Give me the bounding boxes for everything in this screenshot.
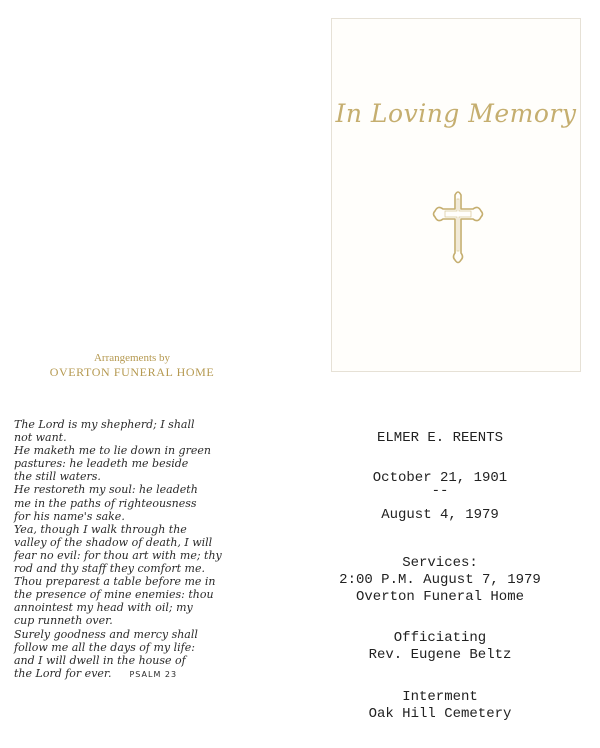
memory-title: In Loving Memory bbox=[335, 99, 577, 128]
psalm-line: not want. bbox=[14, 431, 67, 445]
psalm-line: follow me all the days of my life: bbox=[14, 640, 195, 654]
psalm-line: annointest my head with oil; my bbox=[14, 601, 193, 615]
psalm-line: fear no evil: for thou art with me; thy bbox=[14, 548, 222, 562]
psalm-line: He maketh me to lie down in green bbox=[14, 444, 211, 458]
psalm-line: Surely goodness and mercy shall bbox=[14, 627, 198, 641]
cross-icon bbox=[428, 187, 488, 267]
interment-label: Interment bbox=[402, 689, 478, 705]
services-label: Services: bbox=[402, 555, 478, 571]
psalm-line: rod and thy staff they comfort me. bbox=[14, 562, 205, 576]
arrangements-label: Arrangements by bbox=[93, 352, 171, 364]
psalm-reference: PSALM 23 bbox=[129, 669, 178, 679]
officiant-name: Rev. Eugene Beltz bbox=[368, 647, 512, 663]
psalm-line: cup runneth over. bbox=[14, 614, 113, 628]
psalm-line: and I will dwell in the house of bbox=[14, 653, 186, 667]
death-date: August 4, 1979 bbox=[381, 507, 499, 523]
memorial-cover bbox=[331, 18, 581, 372]
officiating-label: Officiating bbox=[393, 630, 487, 646]
psalm-line: the Lord for ever. bbox=[14, 666, 112, 680]
psalm-line: He restoreth my soul: he leadeth bbox=[14, 483, 198, 497]
psalm-line: valley of the shadow of death, I will bbox=[14, 535, 213, 549]
birth-date: October 21, 1901 bbox=[372, 470, 508, 486]
psalm-line: The Lord is my shepherd; I shall bbox=[14, 418, 195, 431]
psalm-line: Thou preparest a table before me in bbox=[14, 575, 216, 589]
date-separator: -- bbox=[431, 483, 449, 499]
cemetery-name: Oak Hill Cemetery bbox=[368, 706, 512, 722]
psalm-line: the presence of mine enemies: thou bbox=[14, 588, 214, 602]
psalm-line: the still waters. bbox=[14, 470, 101, 484]
psalm-line: for his name's sake. bbox=[14, 509, 125, 523]
psalm-text bbox=[14, 418, 304, 681]
services-place: Overton Funeral Home bbox=[355, 589, 525, 605]
psalm-line: pastures: he leadeth me beside bbox=[14, 457, 189, 471]
deceased-name: ELMER E. REENTS bbox=[376, 430, 504, 446]
psalm-line: me in the paths of righteousness bbox=[14, 496, 197, 510]
psalm-line-final bbox=[14, 667, 304, 681]
services-time: 2:00 P.M. August 7, 1979 bbox=[339, 572, 541, 588]
arrangements-funeral-home: OVERTON FUNERAL HOME bbox=[49, 365, 215, 379]
arrangements-credit bbox=[0, 352, 264, 379]
psalm-line: Yea, though I walk through the bbox=[14, 522, 187, 536]
